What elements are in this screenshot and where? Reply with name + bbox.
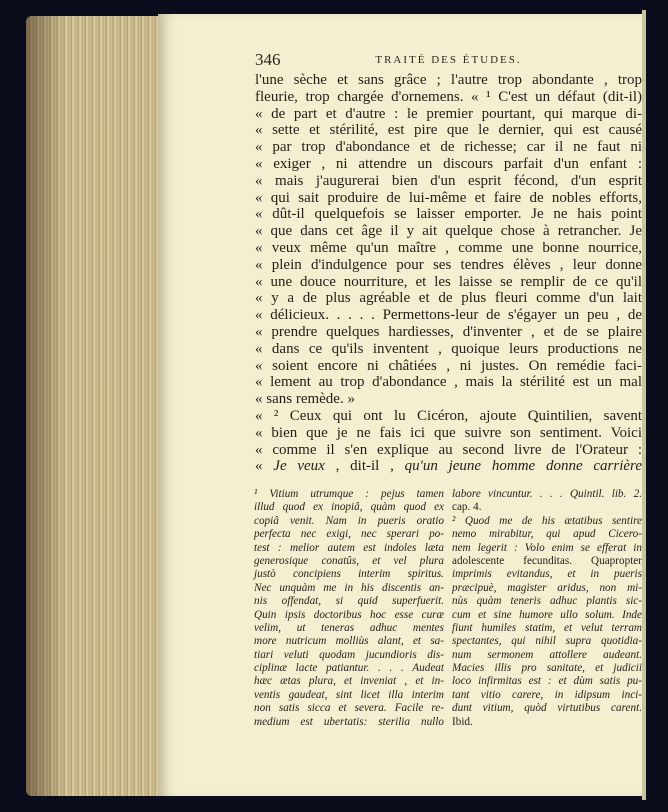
text-line: « sans remède. »	[255, 391, 355, 408]
footnote-line: adolescente fecunditas. Quapropter	[452, 554, 642, 567]
footnote-line: fiunt humiles statim, et velut terram	[452, 621, 642, 634]
footnote-line: nemo mirabitur, qui apud Cicero-	[452, 528, 642, 541]
footnote-line: justò concipiens interim spiritus.	[254, 568, 444, 581]
page-number: 346	[255, 50, 281, 69]
text-line: « dût-il quelquefois se laisser emporter. Je ne hais point	[255, 206, 642, 223]
text-line	[255, 458, 642, 475]
text-line: « prendre quelques hardiesses, d'inventer , et de se plaire	[255, 323, 642, 340]
footnote-line: nis offendat, si quid superfuerit.	[254, 595, 444, 608]
footnote-line: loco infirmitas est : et dùm satis pu-	[452, 675, 642, 688]
footnote-line: num sermonem attollere audeant.	[452, 648, 642, 661]
text-segment: «	[255, 458, 274, 475]
footnote-line: Quin ipsis doctoribus hoc esse curæ	[254, 608, 444, 621]
footnote-line: cap. 4.	[452, 501, 482, 514]
text-segment: Je veux	[273, 458, 325, 475]
text-line: « comme il s'en explique au second livre de l'Orateur :	[255, 441, 642, 458]
text-line: « par trop d'abondance et de richesse; car il ne faut ni	[255, 139, 642, 156]
footnote-line: ciplinæ lacte patiantur. . . . Audeat	[254, 662, 444, 675]
text-line: fleurie, trop chargée d'ornemens. « ¹ C'est un défaut (dit-il)	[255, 88, 642, 105]
text-line: l'une sèche et sans grâce ; l'autre trop abondante , trop	[255, 72, 642, 88]
footnote-line: velim, ut teneras adhuc mentes	[254, 621, 444, 634]
text-line: « dans ce qu'ils inventent , quoique leurs productions ne	[255, 340, 642, 357]
footnote-line: tiari veluti quodam jucundioris dis-	[254, 648, 444, 661]
footnote-line: Macies illis pro sanitate, et judicii	[452, 662, 642, 675]
footnote-line: copiâ venit. Nam in pueris oratio	[254, 514, 444, 527]
footnote-line: imprimis evitandus, et in pueris	[452, 568, 642, 581]
footnote-line: hæc ætas plura, et inveniat , et in-	[254, 675, 444, 688]
footnote-line: ventis gaudeat, sint licet illa interim	[254, 688, 444, 701]
footnote-line: cum et sine humore ullo solum. Inde	[452, 608, 642, 621]
main-text	[255, 72, 642, 475]
footnote-line: spectantes, qui nihil supra quotidia-	[452, 635, 642, 648]
footnote-line: perfecta nec exigi, nec sperari po-	[254, 528, 444, 541]
text-line: « que dans cet âge il y ait quelque chose à retrancher. Je	[255, 223, 642, 240]
footnote-line: ² Quod me de his ætatibus sentire	[452, 514, 642, 527]
footnote-line: non satis sicca et severa. Facile re-	[254, 702, 444, 715]
footnotes-right-column	[452, 488, 642, 729]
footnote-line: Ibid.	[452, 715, 473, 728]
page-edges-shadow	[26, 16, 66, 796]
text-line: « y a de plus agréable et de plus fleuri comme d'un lait	[255, 290, 642, 307]
text-line: « veux même qu'un maître , comme une bonne nourrice,	[255, 239, 642, 256]
text-line: « lement au trop d'abondance , mais la stérilité est un mal	[255, 374, 642, 391]
footnote-line: more nutricum molliùs alant, et sa-	[254, 635, 444, 648]
text-line: « délicieux. . . . . Permettons-leur de s'égayer un peu , de	[255, 307, 642, 324]
text-line: « sette et stérilité, est pire que le dernier, qui est causé	[255, 122, 642, 139]
footnote-line: dunt vitium, quòd virtutibus carent.	[452, 702, 642, 715]
text-line: « une douce nourriture, et les laisse se remplir de ce qu'il	[255, 273, 642, 290]
right-page-edge	[642, 10, 646, 800]
footnote-line: tant vitio carere, in idipsum inci-	[452, 688, 642, 701]
text-line: « mais j'augurerai bien d'un esprit fécond, d'un esprit	[255, 172, 642, 189]
footnote-line: labore vincuntur. . . . Quintil. lib. 2.	[452, 488, 642, 500]
text-line: « qui sait produire de lui-même et faire de nobles efforts,	[255, 189, 642, 206]
footnote-line: præcipuè, magister aridus, non mi-	[452, 581, 642, 594]
footnote-line: test : melior autem est indoles læta	[254, 541, 444, 554]
text-line: « plein d'indulgence pour ses tendres élèves , leur donne	[255, 256, 642, 273]
text-line: « soient encore ni châtiées , ni justes. On remédie faci-	[255, 357, 642, 374]
running-title: TRAITÉ DES ÉTUDES.	[375, 54, 522, 66]
footnote-line: ¹ Vitium utrumque : pejus tamen	[254, 488, 444, 500]
text-line: « de part et d'autre : le premier pourtant, qui marque di-	[255, 105, 642, 122]
footnote-line: generosique conatûs, et vel plura	[254, 554, 444, 567]
text-segment: qu'un jeune homme donne carrière	[404, 458, 642, 475]
footnotes-left-column	[254, 488, 444, 729]
text-line: « bien que je ne fais ici que suivre son sentiment. Voici	[255, 424, 642, 441]
footnote-line: nem legerit : Volo enim se efferat in	[452, 541, 642, 554]
footnote-line: medium est ubertatis: sterilia nullo	[254, 715, 444, 728]
text-line: « exiger , ni attendre un discours parfait d'un enfant :	[255, 155, 642, 172]
page-header	[255, 50, 642, 70]
footnote-line: nùs quàm teneris adhuc plantis sic-	[452, 595, 642, 608]
text-line: « ² Ceux qui ont lu Cicéron, ajoute Quintilien, savent	[255, 407, 642, 424]
footnote-line: Nec unquàm me in his discentis an-	[254, 581, 444, 594]
footnote-line: illud quod ex inopiâ, quàm quod ex	[254, 501, 444, 514]
text-segment: , dit-il ,	[324, 458, 405, 475]
